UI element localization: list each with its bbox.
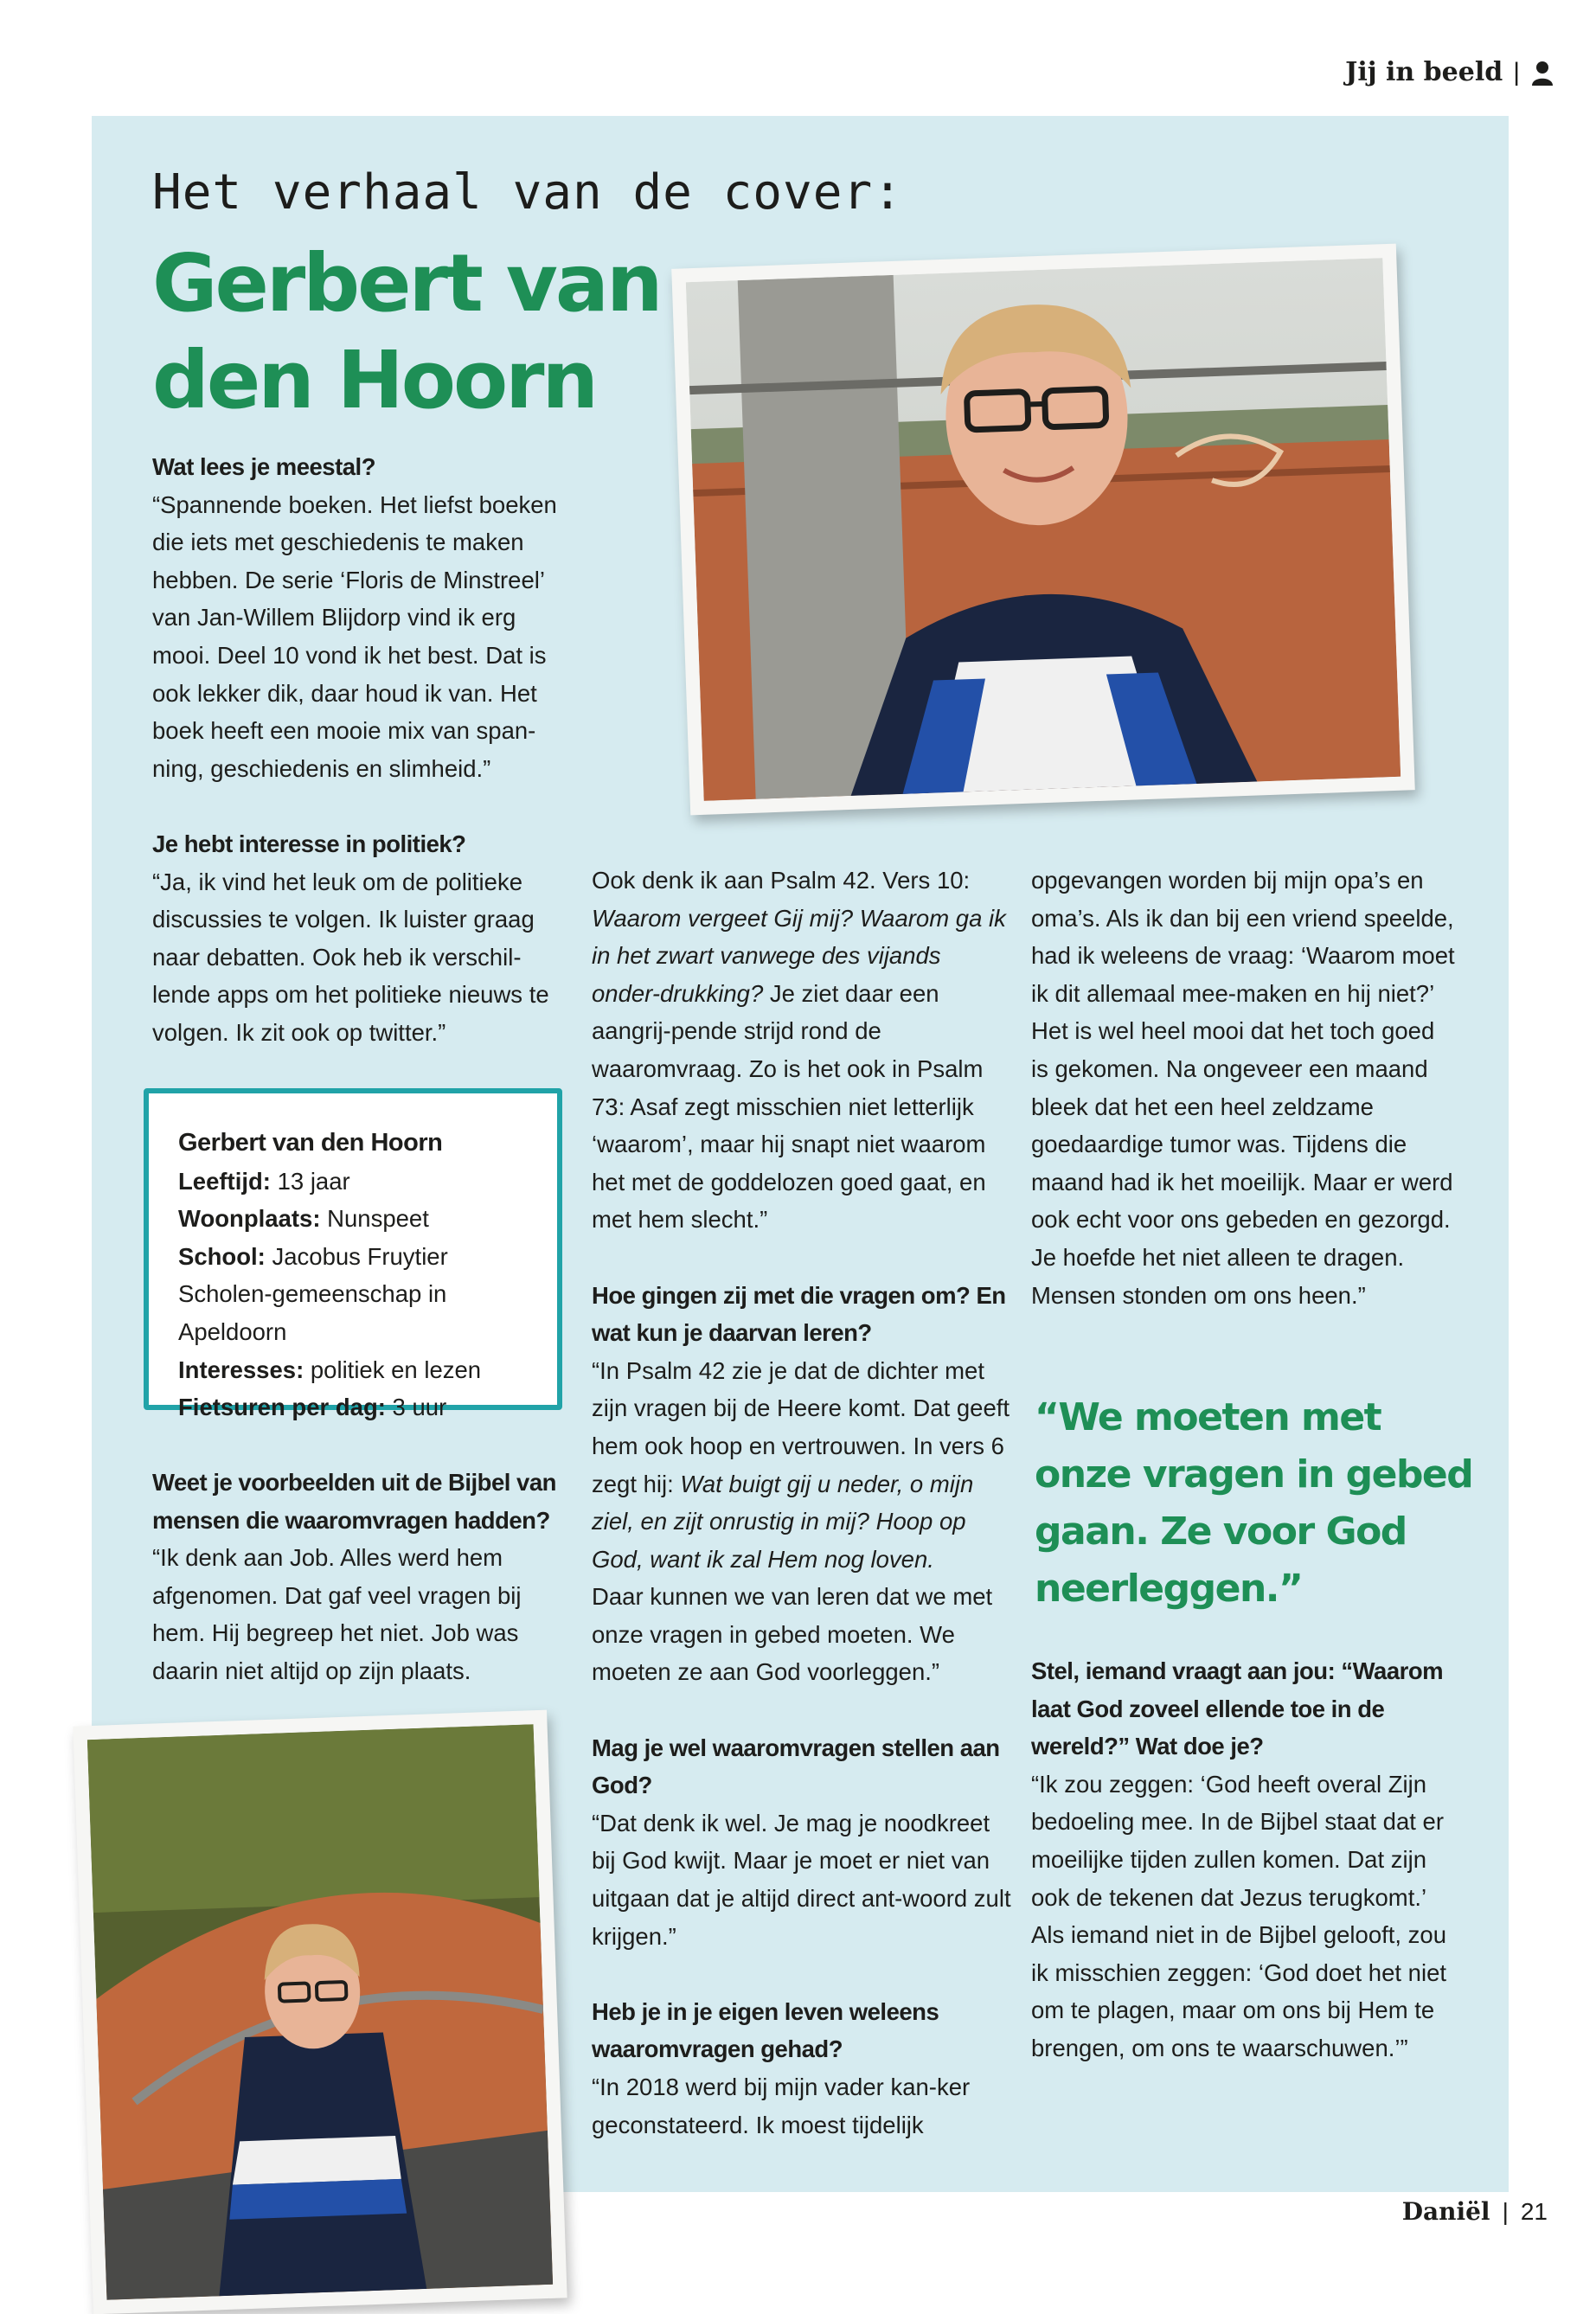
section-label: Jij in beeld — [1345, 57, 1503, 87]
column-1 — [152, 448, 571, 1052]
section-header — [1345, 57, 1554, 87]
profile-row: Woonplaats: Nunspeet — [178, 1205, 429, 1233]
column-2 — [592, 862, 1016, 2144]
profile-row: Fietsuren per dag: 3 uur — [178, 1394, 447, 1421]
profile-row: School: Jacobus Fruytier Scholen-gemeenschap in Apeldoorn — [178, 1242, 448, 1345]
page-footer — [1402, 2197, 1548, 2226]
magazine-name: Daniël — [1401, 2197, 1490, 2226]
answer-may-ask: “Dat denk ik wel. Je mag je noodkreet bij God kwijt. Maar je moet er niet van uitgaan dat je altijd direct ant-woord zult krijgen.” — [592, 1809, 1011, 1950]
column-1-continued — [152, 1464, 571, 1690]
profile-row: Leeftijd: 13 jaar — [178, 1167, 350, 1195]
answer-bible-examples: “Ik denk aan Job. Alles werd hem afgenomen. Dat gaf veel vragen bij hem. Hij begreep het niet. Job was daarin niet altijd op zijn plaats. — [152, 1544, 522, 1684]
column-3 — [1031, 862, 1455, 1314]
person-icon — [1530, 60, 1554, 86]
profile-name: Gerbert van den Hoorn — [178, 1129, 443, 1157]
answer-politics: “Ja, ik vind het leuk om de politieke discussies te volgen. Ik luister graag naar debatten. Ook heb ik verschil-lende apps om het politieke nieuws te volgen. Ik zit ook op twitter.” — [152, 868, 549, 1046]
answer-reading: “Spannende boeken. Het liefst boeken die iets met geschiedenis te maken hebben. De serie ‘Floris de Minstreel’ van Jan-Willem Blijdorp vind ik erg mooi. Deel 10 vond ik het best. Dat is ook lekker dik, daar houd ik van. Het boek heeft een mooie mix van span-ning, geschiedenis en slimheid.” — [152, 490, 557, 782]
profile-row: Interesses: politiek en lezen — [178, 1356, 482, 1383]
article-kicker: Het verhaal van de cover: — [152, 164, 903, 221]
question-own-life: Heb je in je eigen leven weleens waaromvragen gehad? — [592, 1997, 939, 2063]
answer-own-life: “In 2018 werd bij mijn vader kan-ker geconstateerd. Ik moest tijdelijk — [592, 2074, 971, 2138]
question-how-handled: Hoe gingen zij met die vragen om? En wat kun je daarvan leren? — [592, 1281, 1006, 1347]
column-3-continued — [1031, 1652, 1455, 2067]
answer-suffering: “Ik zou zeggen: ‘God heeft overal Zijn bedoeling mee. In de Bijbel staat dat er moeilijke tijden zullen komen. Dat zijn ook de tekenen dat Jezus terugkomt.’ — [1031, 1770, 1444, 1911]
header-separator: | — [1513, 57, 1520, 87]
paragraph-psalm-42: Ook denk ik aan Psalm 42. Vers 10: Waarom vergeet Gij mij? Waarom ga ik in het zwart vanwege des vijands onder-drukking? Je ziet daar een aangrij-pende strijd rond de waaromvraag. Zo is het ook in Psalm 73: Asaf zegt misschien niet letterlijk ‘waarom’, maar hij snapt niet waarom het met de goddelozen goed gaat, en met hem slecht.” — [592, 867, 1006, 1234]
cover-photo — [671, 244, 1415, 816]
profile-infobox — [144, 1088, 562, 1421]
portrait-photo — [686, 258, 1401, 801]
answer-how-handled: “In Psalm 42 zie je dat de dichter met zijn vragen bij de Heere komt. Dat geeft hem ook hoop en vertrouwen. In vers 6 zegt hij: Wat buigt gij u neder, o mijn ziel, en zijt onrustig in mij? Hoop op God, want ik zal Hem nog loven. — [592, 1356, 1010, 1573]
paragraph-continued: opgevangen worden bij mijn opa’s en oma’s. Als ik dan bij een vriend speelde, had ik weleens de vraag: ‘Waarom moet ik dit allemaal mee-maken en hij niet?’ Het is wel heel mooi dat het toch goed is gekomen. Na ongeveer een maand bleek dat het een heel zeldzame goedaardige tumor was. Tijdens die maand had ik het moeilijk. Maar er werd ook echt voor ons gebeden en gezorgd. Je hoefde het niet alleen te dragen. Mensen stonden om ons heen.” — [1031, 867, 1455, 1309]
stairs-photo — [73, 1710, 567, 2314]
answer-how-handled-cont: Daar kunnen we van leren dat we met onze vragen in gebed moeten. We moeten ze aan God voorleggen.” — [592, 1583, 993, 1686]
question-bible-examples: Weet je voorbeelden uit de Bijbel van mensen die waaromvragen hadden? — [152, 1469, 556, 1534]
pull-quote: “We moeten met onze vragen in gebed gaan. Ze voor God neerleggen.” — [1035, 1395, 1473, 1611]
question-politics: Je hebt interesse in politiek? — [152, 830, 466, 857]
question-may-ask: Mag je wel waaromvragen stellen aan God? — [592, 1734, 1000, 1799]
page-number: 21 — [1520, 2198, 1548, 2225]
question-reading: Wat lees je meestal? — [152, 453, 375, 480]
answer-suffering-cont: Als iemand niet in de Bijbel gelooft, zou ik misschien zeggen: ‘God doet het niet om te plagen, maar om ons bij Hem te brengen, om ons te waarschuwen.’” — [1031, 1921, 1447, 2061]
question-suffering: Stel, iemand vraagt aan jou: “Waarom laat God zoveel ellende toe in de wereld?” Wat doe je? — [1031, 1657, 1444, 1760]
stairs-photo-image — [87, 1724, 553, 2300]
footer-separator: | — [1502, 2198, 1509, 2225]
article-title: Gerbert van den Hoorn — [152, 237, 661, 426]
